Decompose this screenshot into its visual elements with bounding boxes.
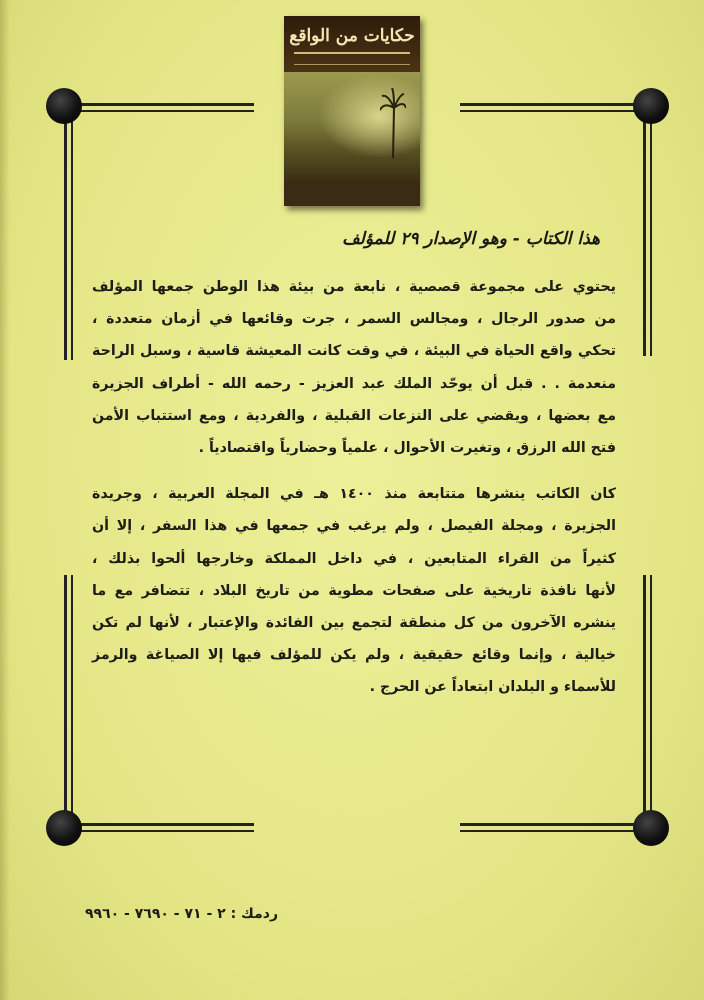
text-line: من صدور الرجال ، ومجالس السمر ، جرت وقائعها في أزمان متعددة ، <box>92 311 616 328</box>
text-line: كثيراً من القراء المتابعين ، في داخل المملكة وخارجها ألحوا بذلك ، <box>92 550 616 567</box>
text-line: فتح الله الرزق ، وتغيرت الأحوال ، علمياً وحضارياً واقتصادياً . <box>198 439 616 456</box>
text-line: للأسماء و البلدان ابتعاداً عن الحرج . <box>369 679 616 696</box>
text-line: منعدمة . . قبل أن يوحّد الملك عبد العزيز - رحمه الله - أطراف الجزيرة <box>92 375 616 392</box>
isbn-number: ردمك : ٢ - ٧١ - ٧٦٩٠ - ٩٩٦٠ <box>85 906 278 922</box>
palm-tree-icon <box>380 88 406 158</box>
text-line: الجزيرة ، ومجلة الفيصل ، ولم يرغب في جمعها في هذا السفر ، إلا أن <box>92 518 616 535</box>
cover-subtitle-rule <box>294 52 410 65</box>
text-line: مع بعضها ، ويقضي على النزعات القبلية ، والفردية ، ومع استتباب الأمن <box>92 407 616 424</box>
frame-corner-dot-top-left <box>46 88 82 124</box>
text-line: لأنها نافذة تاريخية على صفحات مطوية من تاريخ البلاد ، تتضافر مع ما <box>92 582 616 599</box>
paragraph <box>92 279 616 472</box>
text-line: يحتوي على مجموعة قصصية ، نابعة من بيئة هذا الوطن جمعها المؤلف <box>92 279 616 295</box>
frame-right-upper-line <box>643 106 646 356</box>
text-line: تحكي واقع الحياة في البيئة ، في وقت كانت المعيشة قاسية ، وسبل الراحة <box>92 343 616 360</box>
spine-shadow <box>0 0 10 1000</box>
frame-left-lower-line <box>64 575 67 825</box>
text-line: خيالية ، وإنما وقائع حقيقية ، ولم يكن للمؤلف فيها إلا الصياغة والرمز <box>92 647 616 664</box>
frame-right-lower-line <box>643 575 646 825</box>
frame-corner-dot-bottom-right <box>633 810 669 846</box>
text-line: ينشره الآخرون من كل منطقة لتجمع بين الفائدة والإعتبار ، لأنها لم تكن <box>92 614 616 631</box>
frame-top-left-line <box>64 103 254 106</box>
book-description <box>92 279 616 711</box>
cover-author-band <box>284 182 420 206</box>
text-line: كان الكاتب ينشرها متتابعة منذ ١٤٠٠ هـ في المجلة العربية ، وجريدة <box>92 486 616 503</box>
frame-bottom-left-line <box>64 823 254 826</box>
book-cover-thumbnail <box>284 16 420 206</box>
book-headline: هذا الكتاب - وهو الإصدار ٢٩ للمؤلف <box>342 229 600 249</box>
frame-corner-dot-bottom-left <box>46 810 82 846</box>
frame-top-right-line <box>460 103 650 106</box>
paragraph <box>92 486 616 711</box>
frame-left-upper-line <box>64 106 67 360</box>
frame-bottom-right-line <box>460 823 650 826</box>
frame-corner-dot-top-right <box>633 88 669 124</box>
cover-title: حكايات من الواقع <box>289 26 415 46</box>
